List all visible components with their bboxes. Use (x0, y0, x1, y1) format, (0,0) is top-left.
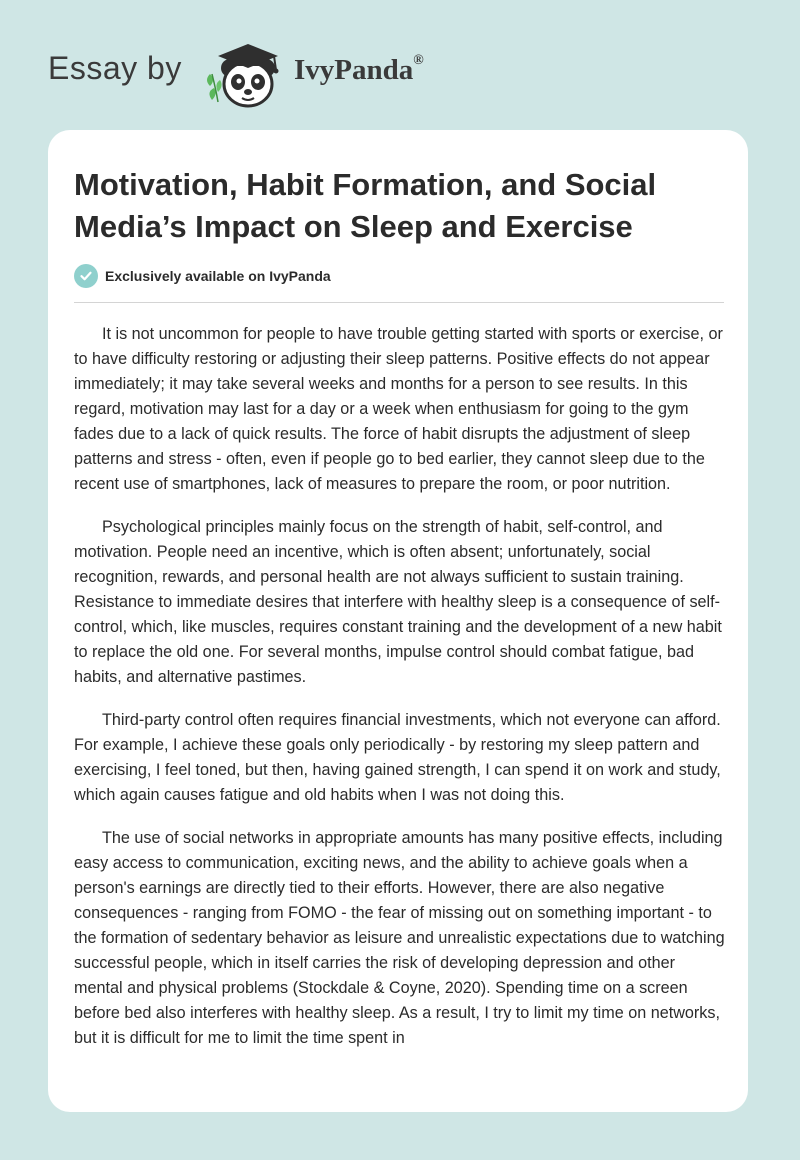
essay-card (48, 130, 748, 1112)
panda-logo-graphic (200, 34, 296, 110)
paragraph: Psychological principles mainly focus on the strength of habit, self-control, and motivation. People need an incentive, which is often absent; unfortunately, social recognition, rewards, and personal health are not always sufficient to sustain training. Resistance to immediate desires that interfere with healthy sleep is a consequence of self-control, which, like muscles, requires constant training and the development of a new habit to replace the old one. For several months, impulse control should combat fatigue, bad habits, and alternative pastimes. (74, 518, 722, 686)
essay-title: Motivation, Habit Formation, and Social Media’s Impact on Sleep and Exercise (74, 167, 657, 244)
paragraph: The use of social networks in appropriate amounts has many positive effects, including easy access to communication, exciting news, and the ability to achieve goals when a person's earnings are directly tied to their efforts. However, there are also negative consequences - ranging from FOMO - the fear of missing out on something important - to the formation of sedentary behavior as leisure and unrealistic expectations due to watching successful people, which in itself carries the risk of developing depression and other mental and physical problems (Stockdale & Coyne, 2020). Spending time on a screen before bed also interferes with healthy sleep. As a result, I try to limit my time on networks, but it is difficult for me to limit the time spent in (74, 829, 725, 1047)
essay-by-label: Essay by (48, 50, 182, 86)
registered-mark: ® (413, 53, 424, 69)
paragraph: Third-party control often requires financial investments, which not everyone can afford. For example, I achieve these goals only periodically - by restoring my sleep pattern and exercising, I feel toned, but then, having gained strength, I can spend it on work and study, which again causes fatigue and old habits when I was not doing this. (74, 711, 721, 804)
panda-logo-icon[interactable] (200, 34, 296, 110)
divider (74, 302, 724, 303)
exclusive-badge-text: Exclusively available on IvyPanda (105, 268, 331, 284)
brand-text: IvyPanda (294, 54, 414, 86)
exclusive-badge (74, 264, 331, 288)
brand-name[interactable] (294, 54, 424, 87)
checkmark-icon (74, 264, 98, 288)
checkmark-graphic (79, 269, 93, 283)
essay-body (74, 322, 726, 1069)
paragraph: It is not uncommon for people to have trouble getting started with sports or exercise, or to have difficulty restoring or adjusting their sleep patterns. Positive effects do not appear immediately; it may take several weeks and months for a person to see results. In this regard, motivation may last for a day or a week when enthusiasm for going to the gym fades due to a lack of quick results. The force of habit disrupts the adjustment of sleep patterns and stress - often, even if people go to bed earlier, they cannot sleep due to the recent use of smartphones, lack of measures to prepare the room, or poor nutrition. (74, 325, 723, 493)
site-header (48, 30, 748, 110)
